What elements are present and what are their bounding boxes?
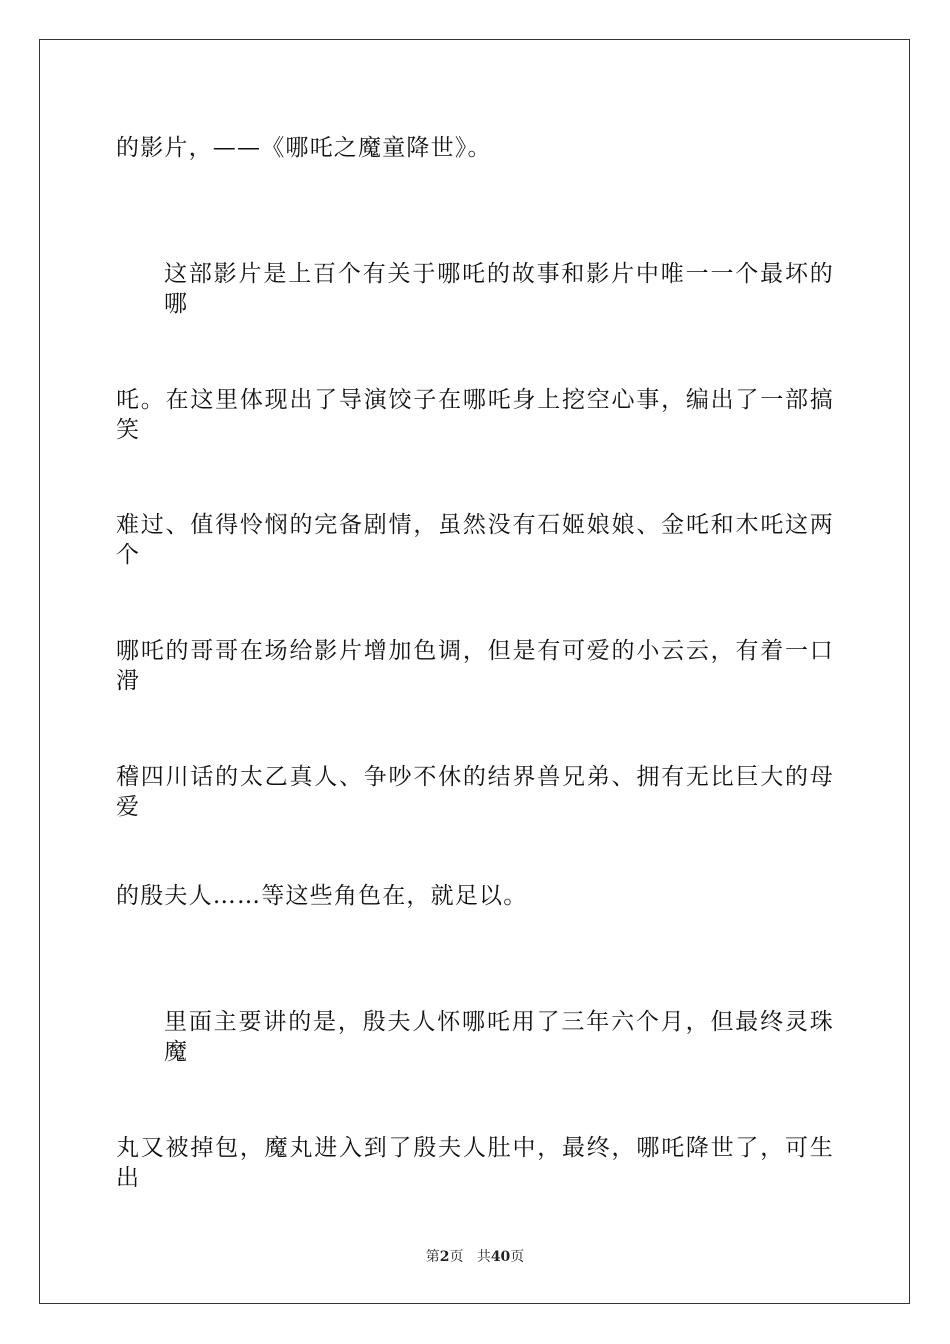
- text-line-5: 哪吒的哥哥在场给影片增加色调，但是有可爱的小云云，有着一口滑: [116, 638, 834, 694]
- page-footer: [0, 1248, 950, 1266]
- text-line-2: 这部影片是上百个有关于哪吒的故事和影片中唯一一个最坏的哪: [164, 261, 834, 317]
- total-prefix: 共: [476, 1249, 491, 1265]
- page-number: 2: [439, 1249, 450, 1265]
- text-line-1: 的影片，——《哪吒之魔童降世》。: [116, 135, 492, 161]
- text-line-9: 丸又被掉包，魔丸进入到了殷夫人肚中，最终，哪吒降世了，可生出: [116, 1135, 834, 1191]
- total-suffix: 页: [510, 1249, 525, 1265]
- page-prefix: 第: [425, 1249, 440, 1265]
- text-line-4: 难过、值得怜悯的完备剧情，虽然没有石姬娘娘、金吒和木吒这两个: [116, 512, 834, 568]
- text-line-6: 稽四川话的太乙真人、争吵不休的结界兽兄弟、拥有无比巨大的母爱: [116, 764, 834, 820]
- total-pages: 40: [490, 1249, 511, 1265]
- text-line-3: 吒。在这里体现出了导演饺子在哪吒身上挖空心事，编出了一部搞笑: [116, 387, 834, 443]
- text-line-8: 里面主要讲的是，殷夫人怀哪吒用了三年六个月，但最终灵珠魔: [164, 1009, 834, 1065]
- page-suffix: 页: [449, 1249, 464, 1265]
- text-line-7: 的殷夫人……等这些角色在，就足以。: [116, 883, 528, 909]
